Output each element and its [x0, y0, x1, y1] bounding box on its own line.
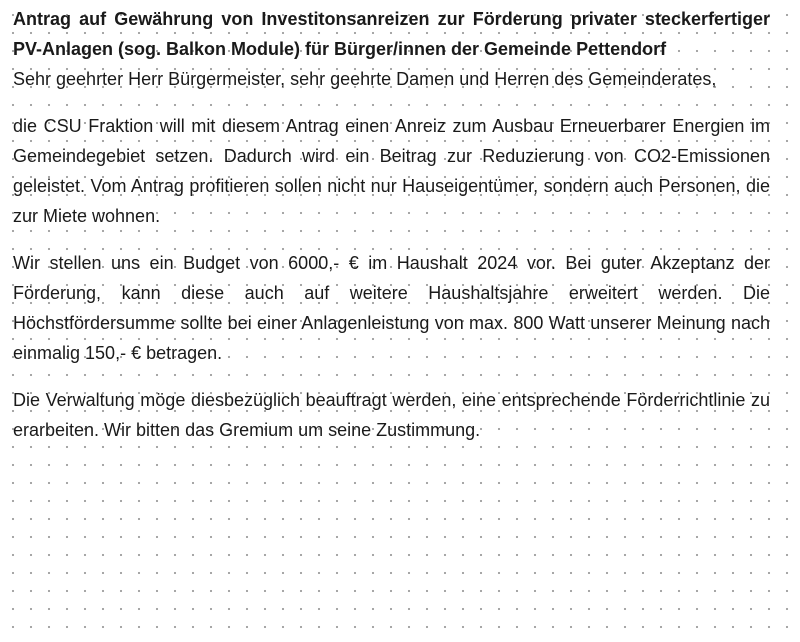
salutation: Sehr geehrter Herr Bürgermeister, sehr geehrte Damen und Herren des Gemeinderates,	[13, 69, 717, 89]
paragraph-budget: Wir stellen uns ein Budget von 6000,- € im Haushalt 2024 vor. Bei guter Akzeptanz der Förderung, kann diese auch auf weitere Haushaltsjahre erweitert werden. Die Höchstfördersumme sollte bei einer Anlagenleistung von max. 800 Watt unserer Meinung nach einmalig 150,- € betragen.	[13, 253, 770, 363]
paragraph-intro: die CSU Fraktion will mit diesem Antrag einen Anreiz zum Ausbau Erneuerbarer Energien im Gemeindegebiet setzen. Dadurch wird ein Beitrag zur Reduzierung von CO2-Emissionen geleistet. Vom Antrag profitieren sollen nicht nur Hauseigentümer, sondern auch Personen, die zur Miete wohnen.	[13, 116, 770, 226]
document-body	[13, 4, 770, 445]
paragraph-request: Die Verwaltung möge diesbezüglich beauftragt werden, eine entsprechende Förderrichtlinie zu erarbeiten. Wir bitten das Gremium um seine Zustimmung.	[13, 390, 770, 440]
document-title: Antrag auf Gewährung von Investitonsanreizen zur Förderung privater steckerfertiger PV-Anlagen (sog. Balkon Module) für Bürger/innen der Gemeinde Pettendorf	[13, 9, 770, 59]
